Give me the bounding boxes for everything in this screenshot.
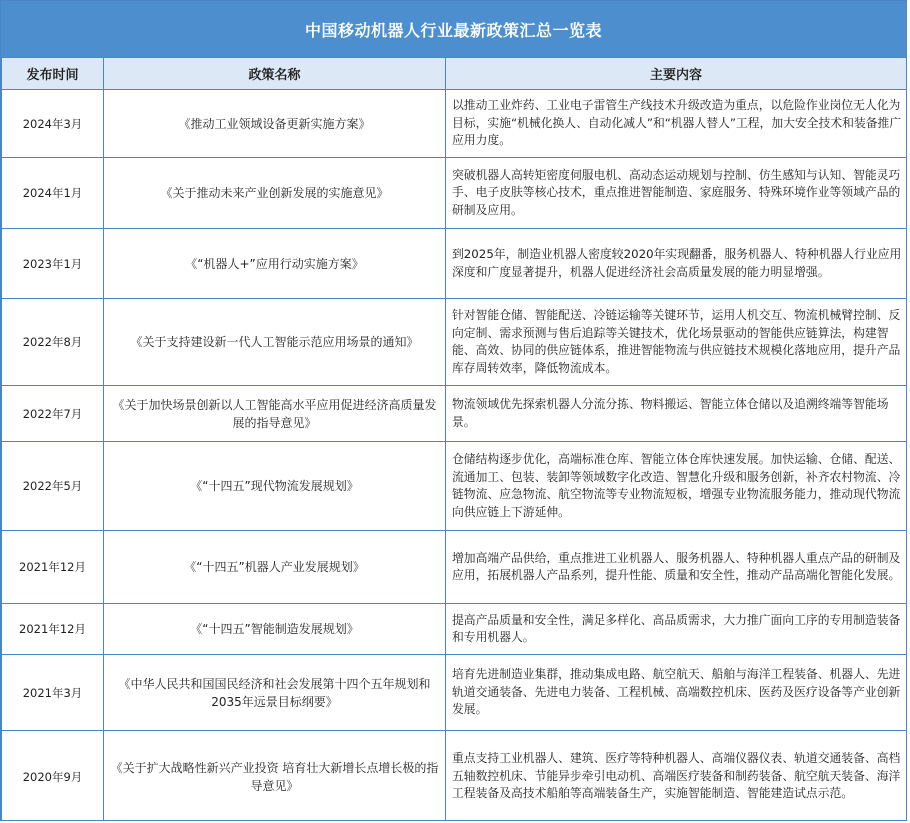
row-date: 2020年9月	[2, 731, 104, 822]
table-row	[2, 158, 907, 229]
row-policy-name: 《关于加快场景创新以人工智能高水平应用促进经济高质量发展的指导意见》	[104, 386, 446, 442]
row-content: 到2025年，制造业机器人密度较2020年实现翻番，服务机器人、特种机器人行业应用深度和广度显著提升，机器人促进经济社会高质量发展的能力明显增强。	[446, 229, 907, 299]
table-row	[2, 442, 907, 531]
row-policy-name: 《关于支持建设新一代人工智能示范应用场景的通知》	[104, 299, 446, 386]
table-row	[2, 604, 907, 655]
policy-table	[1, 57, 907, 821]
row-content: 以推动工业炸药、工业电子雷管生产线技术升级改造为重点，以危险作业岗位无人化为目标，实施“机械化换人、自动化减人”和“机器人替人”工程，加大安全技术和装备推广应用力度。	[446, 90, 907, 158]
row-policy-name: 《中华人民共和国国民经济和社会发展第十四个五年规划和2035年远景目标纲要》	[104, 655, 446, 731]
table-row	[2, 655, 907, 731]
row-policy-name: 《“十四五”机器人产业发展规划》	[104, 531, 446, 604]
header-row	[2, 58, 907, 90]
row-date: 2022年8月	[2, 299, 104, 386]
table-row	[2, 386, 907, 442]
row-date: 2021年12月	[2, 604, 104, 655]
table-row	[2, 229, 907, 299]
table-title: 中国移动机器人行业最新政策汇总一览表	[1, 1, 906, 57]
row-date: 2022年5月	[2, 442, 104, 531]
row-date: 2024年1月	[2, 158, 104, 229]
table-row	[2, 299, 907, 386]
table-row	[2, 531, 907, 604]
row-content: 增加高端产品供给，重点推进工业机器人、服务机器人、特种机器人重点产品的研制及应用，拓展机器人产品系列，提升性能、质量和安全性，推动产品高端化智能化发展。	[446, 531, 907, 604]
row-policy-name: 《关于推动未来产业创新发展的实施意见》	[104, 158, 446, 229]
row-policy-name: 《“十四五”现代物流发展规划》	[104, 442, 446, 531]
table-row	[2, 90, 907, 158]
header-date: 发布时间	[2, 58, 104, 90]
header-policy-name: 政策名称	[104, 58, 446, 90]
row-content: 仓储结构逐步优化，高端标准仓库、智能立体仓库快速发展。加快运输、仓储、配送、流通加工、包装、装卸等领域数字化改造、智慧化升级和服务创新，补齐农村物流、冷链物流、应急物流、航空物流等专业物流短板，增强专业物流服务能力，推动现代物流向供应链上下游延伸。	[446, 442, 907, 531]
row-policy-name: 《推动工业领域设备更新实施方案》	[104, 90, 446, 158]
row-content: 针对智能仓储、智能配送、冷链运输等关键环节，运用人机交互、物流机械臂控制、反向定制、需求预测与售后追踪等关键技术，优化场景驱动的智能供应链算法，构建智能、高效、协同的供应链体系，推进智能物流与供应链技术规模化落地应用，提升产品库存周转效率，降低物流成本。	[446, 299, 907, 386]
row-date: 2021年12月	[2, 531, 104, 604]
row-date: 2024年3月	[2, 90, 104, 158]
row-date: 2023年1月	[2, 229, 104, 299]
row-policy-name: 《关于扩大战略性新兴产业投资 培育壮大新增长点增长极的指导意见》	[104, 731, 446, 822]
row-content: 物流领域优先探索机器人分流分拣、物料搬运、智能立体仓储以及追溯终端等智能场景。	[446, 386, 907, 442]
row-content: 突破机器人高转矩密度伺服电机、高动态运动规划与控制、仿生感知与认知、智能灵巧手、电子皮肤等核心技术，重点推进智能制造、家庭服务、特殊环境作业等领域产品的研制及应用。	[446, 158, 907, 229]
row-content: 重点支持工业机器人、建筑、医疗等特种机器人、高端仪器仪表、轨道交通装备、高档五轴数控机床、节能异步牵引电动机、高端医疗装备和制药装备、航空航天装备、海洋工程装备及高技术船舶等高端装备生产，实施智能制造、智能建造试点示范。	[446, 731, 907, 822]
row-policy-name: 《“机器人+”应用行动实施方案》	[104, 229, 446, 299]
row-content: 提高产品质量和安全性，满足多样化、高品质需求，大力推广面向工序的专用制造装备和专用机器人。	[446, 604, 907, 655]
row-date: 2022年7月	[2, 386, 104, 442]
row-policy-name: 《“十四五”智能制造发展规划》	[104, 604, 446, 655]
row-content: 培育先进制造业集群，推动集成电路、航空航天、船舶与海洋工程装备、机器人、先进轨道交通装备、先进电力装备、工程机械、高端数控机床、医药及医疗设备等产业创新发展。	[446, 655, 907, 731]
header-main-content: 主要内容	[446, 58, 907, 90]
row-date: 2021年3月	[2, 655, 104, 731]
table-row	[2, 731, 907, 822]
